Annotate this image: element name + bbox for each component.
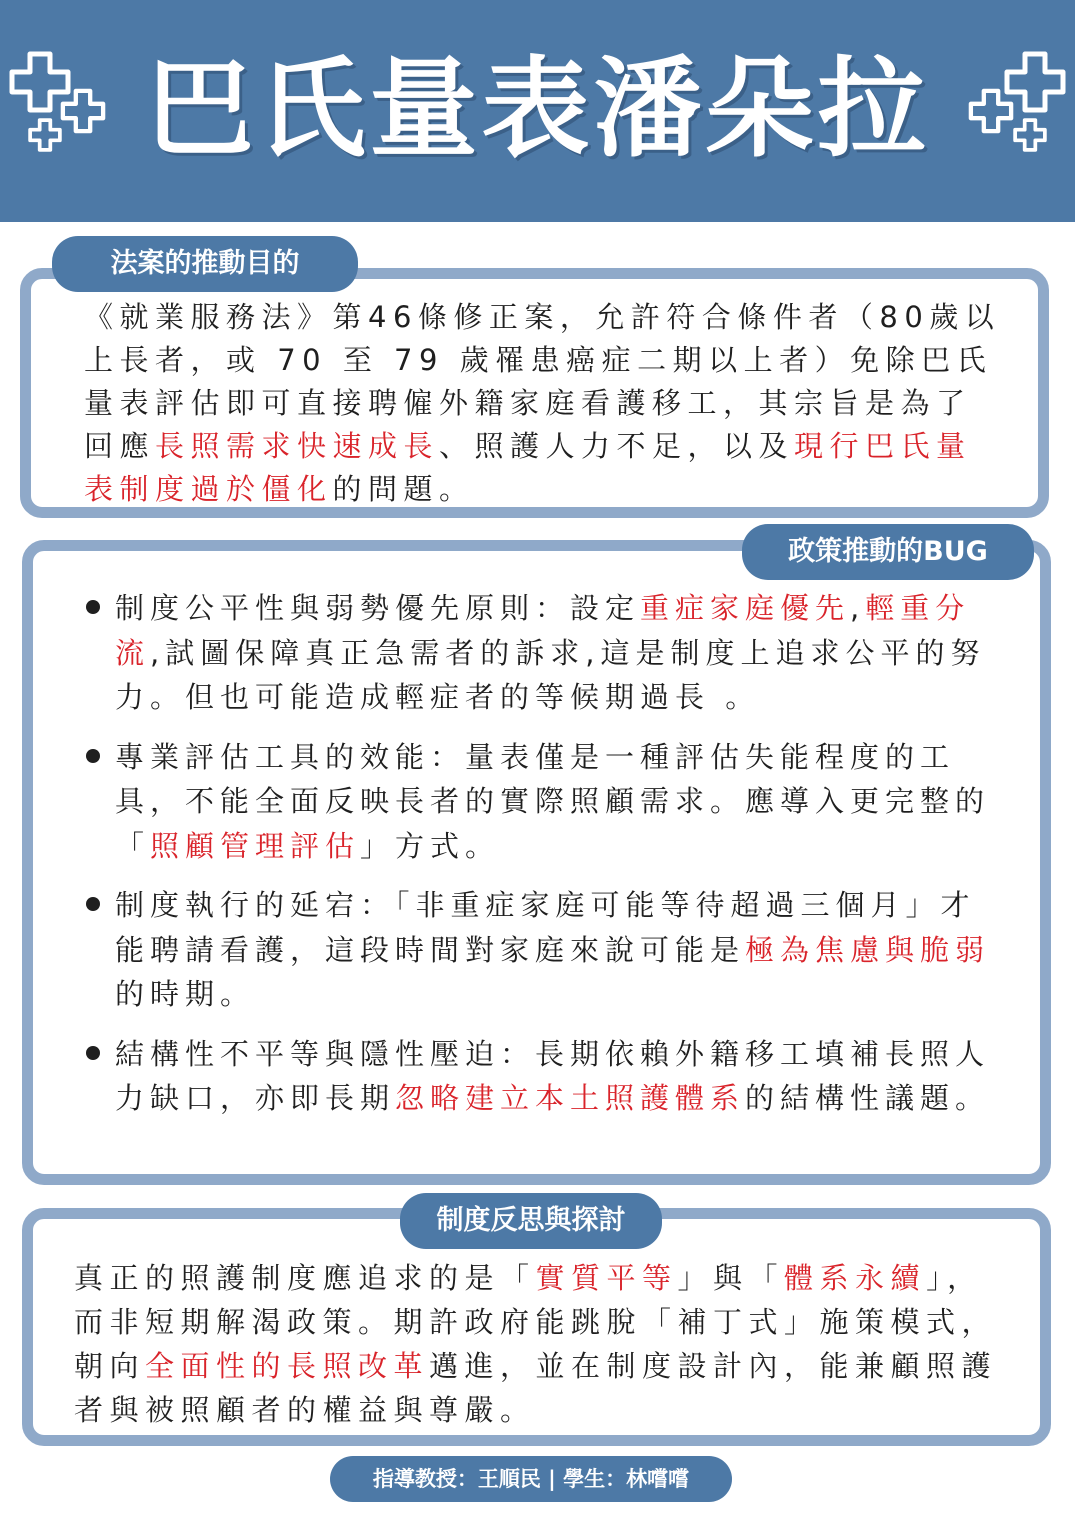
footer-credit: 指導教授：王順民 | 學生：林嚐嚐 — [330, 1456, 732, 1502]
highlight-text: 長照需求快速成長 — [155, 429, 440, 463]
highlight-text: 輕重分流 — [115, 591, 971, 670]
list-item — [84, 883, 1004, 1017]
bug-list — [84, 586, 1004, 1136]
highlight-text: 現行巴氏量表制度過於僵化 — [84, 429, 972, 506]
text-segment: 的時期。 — [115, 977, 256, 1011]
highlight-text: 實質平等 — [535, 1261, 678, 1295]
text-segment: 真正的照護制度應追求的是「 — [74, 1261, 536, 1295]
text-segment: 邁進，並在制度設計內，能兼顧照護者與被照顧者的權益與尊嚴。 — [74, 1349, 998, 1427]
highlight-text: 全面性的長照改革 — [145, 1349, 430, 1383]
list-item — [84, 1032, 1004, 1121]
highlight-text: 忽略建立本土照護體系 — [395, 1081, 746, 1115]
text-segment: 」與「 — [677, 1261, 785, 1295]
text-segment: , — [850, 591, 866, 625]
bullet-dot-icon — [86, 600, 100, 614]
bug-label: 政策推動的BUG — [742, 524, 1034, 580]
bullet-dot-icon — [86, 749, 100, 763]
purpose-label: 法案的推動目的 — [52, 236, 358, 292]
highlight-text: 體系永續 — [784, 1261, 927, 1295]
page-title: 巴氏量表潘朵拉 — [145, 47, 930, 172]
text-segment: 」，而非短期解渴政策。期許政府能跳脫「補丁式」施策模式，朝向 — [74, 1261, 998, 1383]
highlight-text: 照顧管理評估 — [150, 828, 361, 863]
list-item — [84, 735, 1004, 869]
highlight-text: 重症家庭優先 — [640, 591, 851, 625]
header-banner — [0, 0, 1075, 222]
text-segment: 、照護人力不足，以及 — [439, 429, 795, 463]
list-item — [84, 586, 1004, 720]
text-segment: 的結構性議題。 — [745, 1081, 991, 1115]
bullet-dot-icon — [86, 1046, 100, 1060]
text-segment: 」方式。 — [360, 828, 501, 863]
text-segment: 《就業服務法》第46條修正案，允許符合條件者（80歲以上長者，或 70 至 79 歲罹患癌症二期以上者）免除巴氏量表評估即可直接聘僱外籍家庭看護移工，其宗旨是為了回應 — [84, 300, 1001, 463]
text-segment: 結構性不平等與隱性壓迫：長期依賴外籍移工填補長照人力缺口，亦即長期 — [115, 1036, 991, 1115]
purpose-text — [84, 296, 1004, 511]
reflection-text — [74, 1256, 1004, 1432]
reflection-label: 制度反思與探討 — [400, 1193, 662, 1249]
text-segment: ,試圖保障真正急需者的訴求,這是制度上追求公平的努力。但也可能造成輕症者的等候期過長 。 — [115, 635, 986, 714]
text-segment: 制度公平性與弱勢優先原則：設定 — [115, 591, 641, 625]
text-segment: 專業評估工具的效能：量表僅是一種評估失能程度的工具，不能全面反映長者的實際照顧需求。應導入更完整的「 — [115, 739, 991, 863]
bullet-dot-icon — [86, 897, 100, 911]
highlight-text: 極為焦慮與脆弱 — [745, 932, 991, 967]
text-segment: 的問題。 — [332, 472, 475, 506]
text-segment: 制度執行的延宕：「非重症家庭可能等待超過三個月」才能聘請看護，這段時間對家庭來說可能是 — [115, 888, 976, 967]
